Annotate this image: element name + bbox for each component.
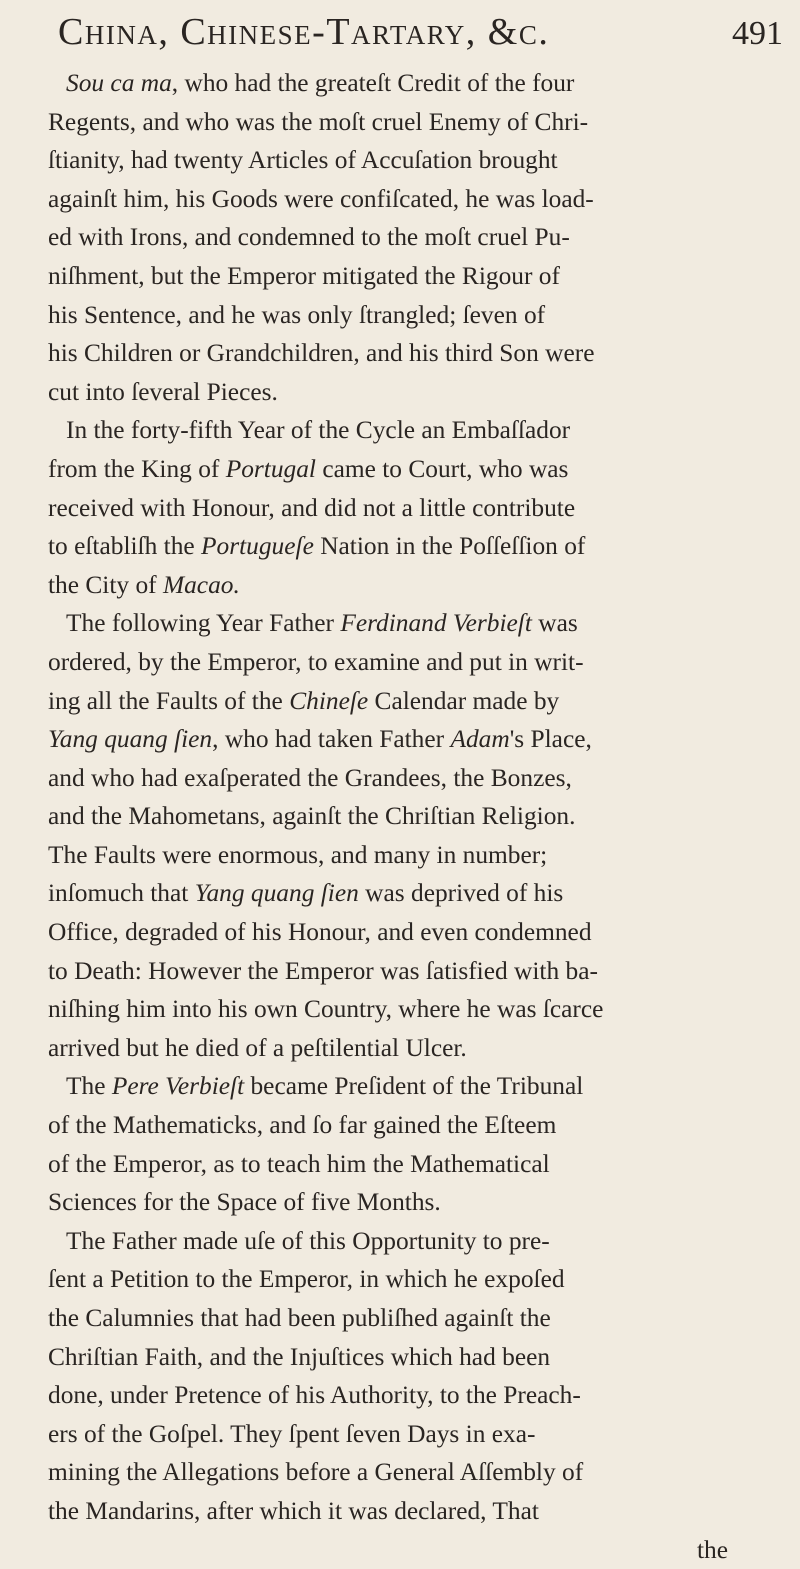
text-run: became Preſident of the Tribunal — [244, 1072, 584, 1101]
text-run: The Faults were enormous, and many in number; — [48, 840, 548, 869]
italic-run: Chineſe — [289, 686, 369, 715]
text-line — [48, 797, 748, 836]
text-run: , who had the greateſt Credit of the four — [171, 69, 575, 97]
text-run: niſhment, but the Emperor mitigated the Rigour of — [48, 261, 560, 290]
text-run: , who had taken Father — [212, 725, 451, 754]
italic-run: Macao. — [162, 570, 240, 599]
catchword: the — [696, 1535, 728, 1564]
text-line — [48, 1299, 748, 1338]
text-line — [48, 1067, 748, 1106]
text-run: arrived but he died of a peſtilential Ulcer. — [48, 1033, 467, 1062]
text-line — [48, 1453, 748, 1492]
text-line — [48, 218, 748, 257]
text-run: ed with Irons, and condemned to the moſt cruel Pu- — [48, 223, 570, 252]
text-line — [48, 913, 748, 952]
text-run: of the Emperor, as to teach him the Mathematical — [48, 1149, 550, 1178]
text-line — [48, 1029, 748, 1068]
text-run: Sciences for the Space of five Months. — [48, 1188, 441, 1217]
text-run: ſent a Petition to the Emperor, in which he expoſed — [48, 1265, 565, 1294]
text-run: Regents, and who was the moſt cruel Enemy of Chri- — [48, 107, 589, 136]
text-run: Chriſtian Faith, and the Injuſtices which had been — [48, 1342, 551, 1371]
italic-run: Sou ca ma — [66, 69, 172, 97]
page-header — [58, 10, 783, 70]
page-number: 491 — [732, 15, 783, 52]
text-run: The following Year Father — [66, 609, 341, 638]
italic-run: Adam — [450, 725, 510, 754]
text-run: and the Mahometans, againſt the Chriſtian Religion. — [48, 802, 576, 831]
text-run: the City of — [48, 570, 163, 599]
text-line — [48, 836, 748, 875]
text-line — [48, 1106, 748, 1145]
text-run: ing all the Faults of the — [48, 686, 290, 715]
text-run: to eſtabliſh the — [48, 532, 202, 561]
text-line — [48, 874, 748, 913]
text-run: of the Mathematicks, and ſo far gained the Eſteem — [48, 1111, 557, 1140]
text-run: mining the Allegations before a General Aſſembly of — [48, 1458, 584, 1487]
text-run: his Children or Grandchildren, and his third Son were — [48, 339, 595, 368]
text-line — [48, 450, 748, 489]
text-run: inſomuch that — [48, 879, 195, 908]
text-run: In the forty-fifth Year of the Cycle an Embaſſador — [66, 416, 571, 445]
text-run: niſhing him into his own Country, where he was ſcarce — [48, 995, 604, 1024]
text-line — [48, 411, 748, 450]
text-line — [48, 373, 748, 412]
text-line — [48, 990, 748, 1029]
text-line — [48, 103, 748, 142]
text-run: was deprived of his — [358, 879, 564, 908]
text-line — [48, 334, 748, 373]
text-line — [48, 643, 748, 682]
text-run: ers of the Goſpel. They ſpent ſeven Days in exa- — [48, 1419, 536, 1448]
text-run: was — [531, 609, 578, 638]
text-line — [48, 682, 748, 721]
text-run: and who had exaſperated the Grandees, the Bonzes, — [48, 763, 572, 792]
text-run: the Mandarins, after which it was declared, That — [48, 1496, 539, 1525]
text-run: cut into ſeveral Pieces. — [48, 377, 278, 406]
text-run: 's Place, — [509, 725, 592, 754]
text-run: from the King of — [48, 454, 226, 483]
italic-run: Yang quang ſien — [194, 879, 359, 908]
text-line — [48, 141, 748, 180]
text-line — [48, 604, 748, 643]
text-run: ordered, by the Emperor, to examine and put in writ- — [48, 647, 584, 676]
text-line — [48, 296, 748, 335]
text-line — [48, 1376, 748, 1415]
body-text — [48, 64, 748, 1569]
text-run: the Calumnies that had been publiſhed againſt the — [48, 1304, 551, 1332]
text-run: ſtianity, had twenty Articles of Accuſation brought — [48, 146, 558, 175]
text-line — [48, 1222, 748, 1261]
text-line — [48, 952, 748, 991]
text-line — [48, 1415, 748, 1454]
text-line — [48, 180, 748, 219]
text-line — [48, 1338, 748, 1377]
text-line — [48, 527, 748, 566]
text-line — [48, 257, 748, 296]
text-run: Office, degraded of his Honour, and even condemned — [48, 918, 592, 947]
text-line — [48, 566, 748, 605]
text-run: his Sentence, and he was only ſtrangled; ſeven of — [48, 300, 546, 329]
italic-run: Yang quang ſien — [48, 725, 213, 754]
text-line — [48, 1183, 748, 1222]
italic-run: Portugal — [225, 454, 316, 483]
italic-run: Pere Verbieſt — [111, 1072, 245, 1101]
text-run: Nation in the Poſſeſſion of — [313, 532, 586, 561]
text-run: received with Honour, and did not a little contribute — [48, 493, 576, 522]
text-run: Calendar made by — [368, 686, 560, 715]
text-run: The — [66, 1072, 112, 1101]
text-line — [48, 1492, 748, 1531]
text-run: to Death: However the Emperor was ſatisfied with ba- — [48, 956, 598, 985]
text-run: done, under Pretence of his Authority, to the Preach- — [48, 1381, 581, 1410]
text-line — [48, 1145, 748, 1184]
text-line — [48, 759, 748, 798]
text-run: The Father made uſe of this Opportunity to pre- — [66, 1226, 550, 1255]
text-run: againſt him, his Goods were confiſcated, he was load- — [48, 184, 594, 213]
text-line — [48, 720, 748, 759]
italic-run: Ferdinand Verbieſt — [340, 609, 532, 638]
running-head: China, Chinese-Tartary, &c. — [58, 11, 550, 53]
text-line — [48, 489, 748, 528]
italic-run: Portugueſe — [201, 532, 314, 561]
text-line — [48, 1260, 748, 1299]
text-line — [48, 64, 748, 103]
text-run: came to Court, who was — [315, 454, 569, 483]
